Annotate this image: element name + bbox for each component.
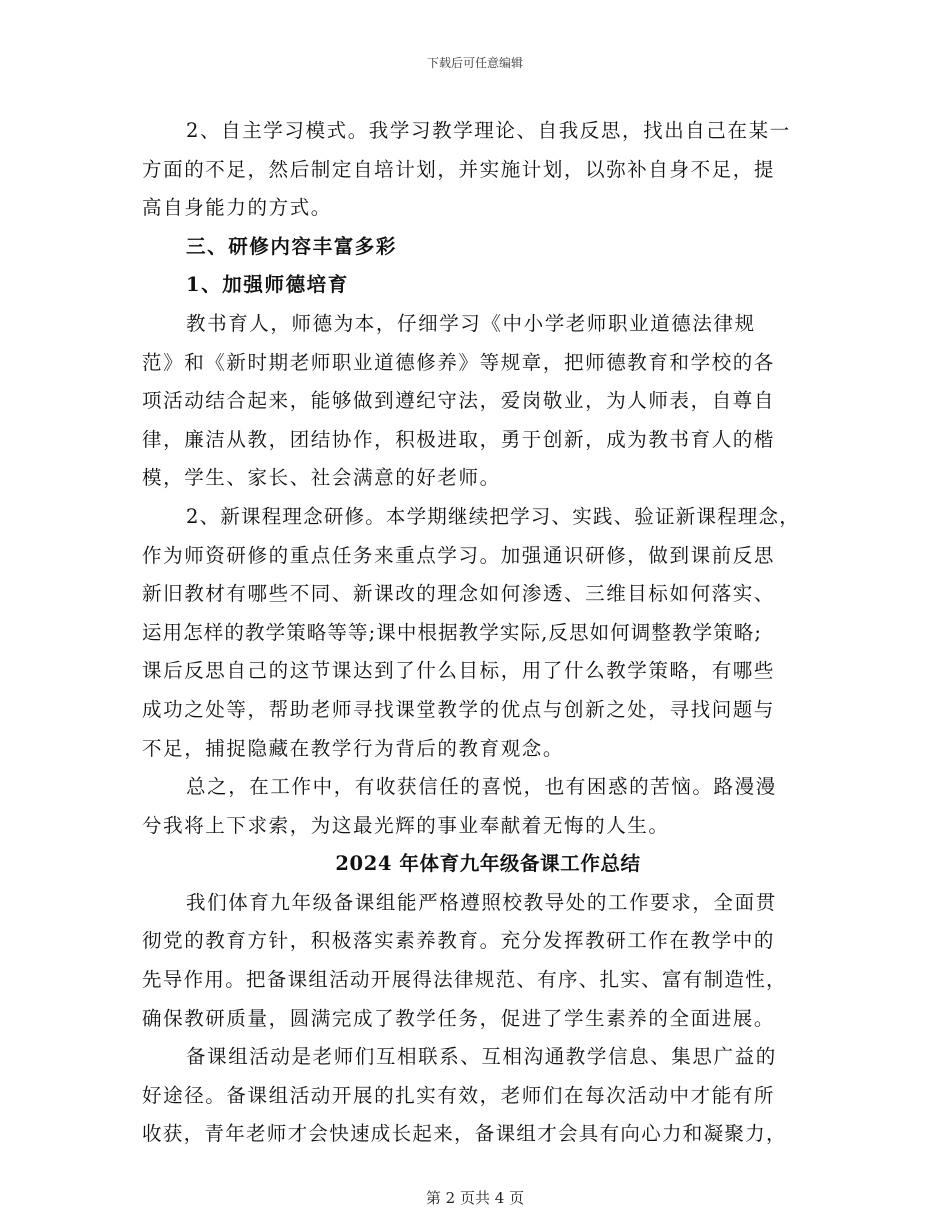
paragraph-line: 范》和《新时期老师职业道德修养》等规章，把师德教育和学校的各 <box>142 350 776 374</box>
paragraph-line: 2、自主学习模式。我学习教学理论、自我反思，找出自己在某一 <box>186 119 791 142</box>
paragraph-line: 总之，在工作中，有收获信任的喜悦，也有困惑的苦恼。路漫漫 <box>186 775 777 799</box>
paragraph-line: 先导作用。把备课组活动开展得法律规范、有序、扎实、富有制造性， <box>142 968 787 992</box>
paragraph-line: 新旧教材有哪些不同、新课改的理念如何渗透、三维目标如何落实、 <box>142 582 776 606</box>
paragraph-line: 不足，捕捉隐藏在教学行为背后的教育观念。 <box>142 736 565 760</box>
paragraph-line: 我们体育九年级备课组能严格遵照校教导处的工作要求，全面贯 <box>186 890 777 914</box>
paragraph-line: 作为师资研修的重点任务来重点学习。加强通识研修，做到课前反思 <box>142 543 776 567</box>
paragraph-line: 兮我将上下求索，为这最光辉的事业奉献着无悔的人生。 <box>142 813 670 837</box>
document-title: 2024 年体育九年级备课工作总结 <box>335 852 641 876</box>
paragraph-line: 收获，青年老师才会快速成长起来，备课组才会具有向心力和凝聚力， <box>142 1122 787 1146</box>
paragraph-line: 好途径。备课组活动开展的扎实有效，老师们在每次活动中才能有所 <box>142 1083 776 1107</box>
document-body <box>142 112 804 1154</box>
paragraph-line: 彻党的教育方针，积极落实素养教育。充分发挥教研工作在教学中的 <box>142 929 776 953</box>
paragraph-line: 模，学生、家长、社会满意的好老师。 <box>142 466 501 490</box>
paragraph-line: 运用怎样的教学策略等等;课中根据教学实际,反思如何调整教学策略; <box>142 620 763 644</box>
paragraph-line: 教书育人，师德为本，仔细学习《中小学老师职业道德法律规 <box>186 311 756 335</box>
paragraph-line: 高自身能力的方式。 <box>142 196 332 220</box>
page-header: 下载后可任意编辑 <box>426 56 523 70</box>
paragraph-line: 律，廉洁从教，团结协作，积极进取，勇于创新，成为教书育人的楷 <box>142 427 776 451</box>
paragraph-line: 课后反思自己的这节课达到了什么目标，用了什么教学策略，有哪些 <box>142 659 776 683</box>
paragraph-line: 2、新课程理念研修。本学期继续把学习、实践、验证新课程理念， <box>186 504 800 528</box>
section-heading: 三、研修内容丰富多彩 <box>186 234 398 258</box>
paragraph-line: 方面的不足，然后制定自培计划，并实施计划，以弥补自身不足，提 <box>142 157 776 181</box>
paragraph-line: 项活动结合起来，能够做到遵纪守法，爱岗敬业，为人师表，自尊自 <box>142 389 776 413</box>
subsection-heading: 1、加强师德培育 <box>186 273 349 297</box>
paragraph-line: 确保教研质量，圆满完成了教学任务，促进了学生素养的全面进展。 <box>142 1006 776 1030</box>
paragraph-line: 备课组活动是老师们互相联系、互相沟通教学信息、集思广益的 <box>186 1045 777 1069</box>
paragraph-line: 成功之处等，帮助老师寻找课堂教学的优点与创新之处，寻找问题与 <box>142 697 776 721</box>
page-footer: 第 2 页共 4 页 <box>425 1189 525 1207</box>
